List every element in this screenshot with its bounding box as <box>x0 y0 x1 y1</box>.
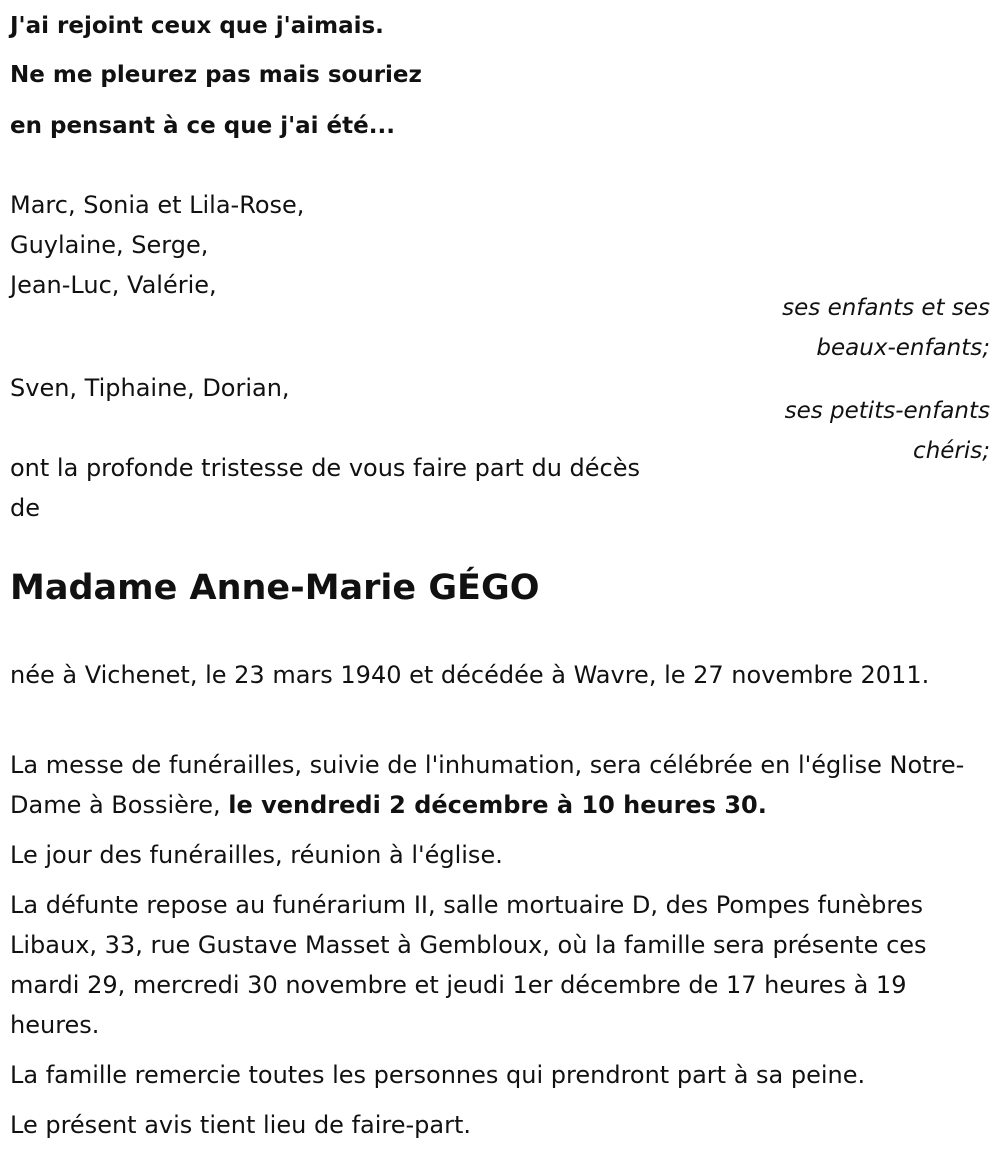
funeral-paragraph <box>10 745 995 825</box>
deceased-name: Madame Anne-Marie GÉGO <box>10 568 540 608</box>
repose-paragraph: La défunte repose au funérarium II, salle mortuaire D, des Pompes funèbres Libaux, 33, rue Gustave Masset à Gembloux, où la famille sera présente ces mardi 29, mercredi 30 novembre et jeudi 1er décembre de 17 heures à 19 heures. <box>10 891 927 1039</box>
grandchildren-names: Sven, Tiphaine, Dorian, <box>10 374 290 402</box>
epigraph-line-1: J'ai rejoint ceux que j'aimais. <box>10 13 384 39</box>
announcement-line-2: de <box>10 494 40 522</box>
thanks-paragraph: La famille remercie toutes les personnes qui prendront part à sa peine. <box>10 1061 866 1089</box>
children-relation-line-1: ses enfants et ses <box>782 295 990 321</box>
notice-paragraph: Le présent avis tient lieu de faire-part. <box>10 1111 472 1139</box>
children-name-line-3: Jean-Luc, Valérie, <box>10 271 217 299</box>
funeral-date: le vendredi 2 décembre à 10 heures 30. <box>228 791 767 819</box>
children-relation-line-2: beaux-enfants; <box>816 335 990 361</box>
grandchildren-relation-line-1: ses petits-enfants <box>784 398 990 424</box>
children-name-line-2: Guylaine, Serge, <box>10 231 209 259</box>
birth-death-paragraph: née à Vichenet, le 23 mars 1940 et décédée à Wavre, le 27 novembre 2011. <box>10 661 930 689</box>
reunion-paragraph: Le jour des funérailles, réunion à l'église. <box>10 841 503 869</box>
children-name-line-1: Marc, Sonia et Lila-Rose, <box>10 191 305 219</box>
funeral-text: La messe de funérailles, suivie de l'inhumation, sera célébrée en l'église Notre-Dame à Bossière, <box>10 751 965 819</box>
grandchildren-relation-line-2: chéris; <box>913 438 990 464</box>
epigraph-line-3: en pensant à ce que j'ai été... <box>10 113 395 139</box>
epigraph-line-2: Ne me pleurez pas mais souriez <box>10 62 422 88</box>
announcement-line-1: ont la profonde tristesse de vous faire part du décès <box>10 454 640 482</box>
